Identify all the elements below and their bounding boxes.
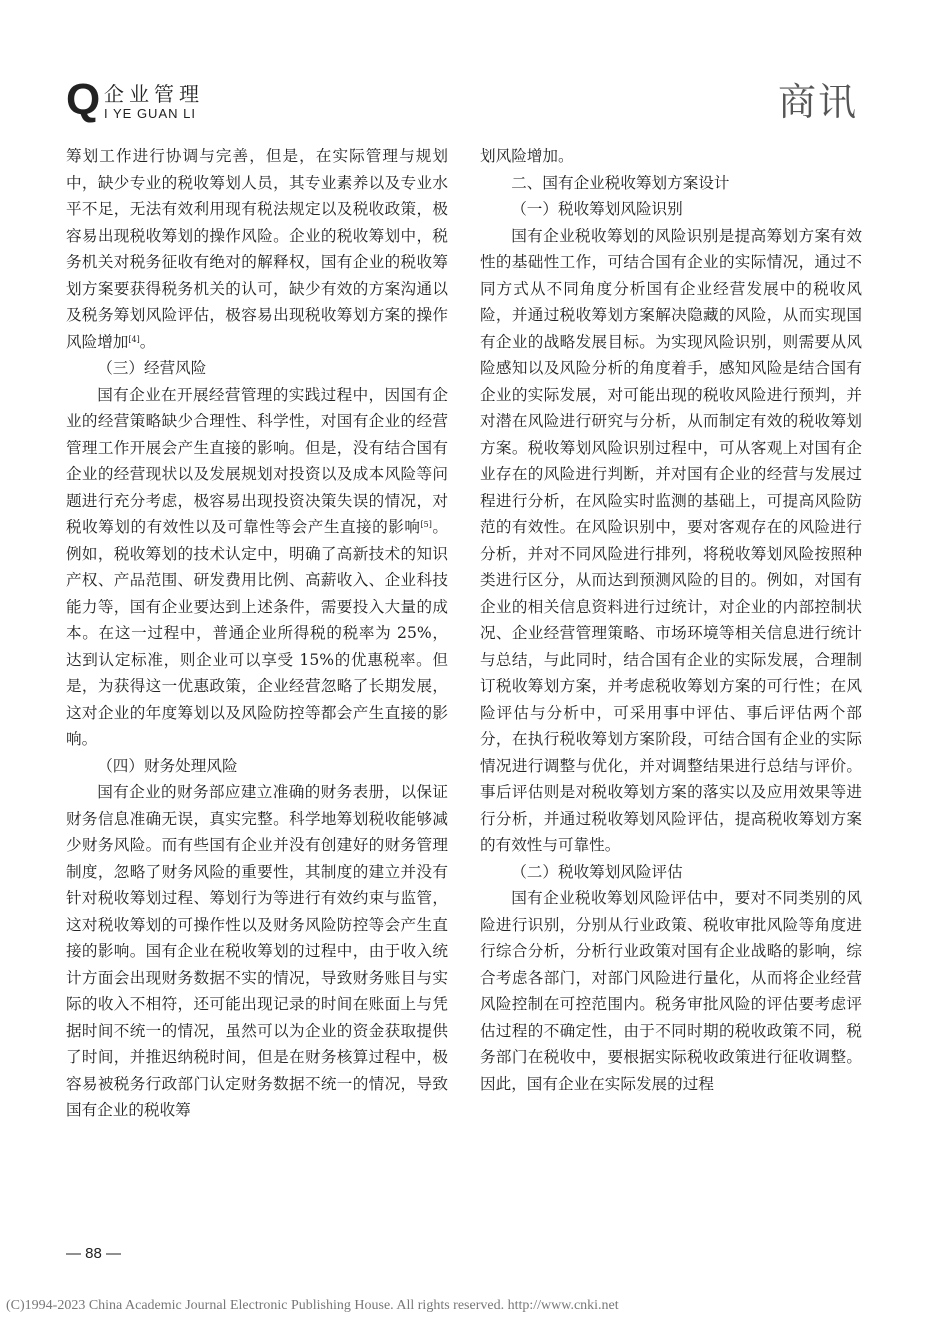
right-column [480, 143, 862, 1097]
paragraph-text: 国有企业税收筹划风险评估中，要对不同类别的风险进行识别，分别从行业政策、税收审批风险等角度进行综合分析，分析行业政策对国有企业战略的影响，综合考虑各部门，对部门风险进行量化，从而将企业经营风险控制在可控范围内。税务审批风险的评估要考虑评估过程的不确定性，由于不同时期的税收政策不同，税务部门在税收中，要根据实际税收政策进行征收调整。因此，国有企业在实际发展的过程 [480, 889, 862, 1093]
continued-paragraph [480, 143, 862, 170]
paragraph-text: （四）财务处理风险 [97, 756, 238, 775]
paragraph-text: 划风险增加。 [480, 147, 574, 165]
paragraph-text: （二）税收筹划风险评估 [511, 862, 683, 881]
paragraph-text-tail: 。例如，税收筹划的技术认定中，明确了高新技术的知识产权、产品范围、研发费用比例、高薪收入、企业科技能力等，国有企业要达到上述条件，需要投入大量的成本。在这一过程中，普通企业所得税的税率为 25%，达到认定标准，则企业可以享受 15%的优惠税率。但是，为获得这一优惠政策，企业经营忽略了长期发展，这对企业的年度筹划以及风险防控等都会产生直接的影响。 [66, 518, 448, 748]
section-heading [66, 355, 448, 382]
paragraph-text: 筹划工作进行协调与完善，但是，在实际管理与规划中，缺少专业的税收筹划人员，其专业素养以及专业水平不足，无法有效利用现有税法规定以及税收政策，极容易出现税收筹划的操作风险。企业的税收筹划中，税务机关对税务征收有绝对的解释权，国有企业的税收筹划方案要获得税务机关的认可，缺少有效的方案沟通以及税务筹划风险评估，极容易出现税收筹划方案的操作风险增加 [66, 147, 448, 351]
paragraph-text: 二、国有企业税收筹划方案设计 [511, 173, 730, 192]
journal-logo-letter: Q [66, 75, 101, 124]
copyright-footer: (C)1994-2023 China Academic Journal Electronic Publishing House. All rights reserved. http://www.cnki.net [6, 1298, 619, 1313]
continued-paragraph [66, 143, 448, 355]
paragraph-text: 国有企业税收筹划的风险识别是提高筹划方案有效性的基础性工作，可结合国有企业的实际情况，通过不同方式从不同角度分析国有企业经营发展中的税收风险，并通过税收筹划方案解决隐藏的风险，从而实现国有企业的战略发展目标。为实现风险识别，则需要从风险感知以及风险分析的角度着手，感知风险是结合国有企业的实际发展，对可能出现的税收风险进行预判，并对潜在风险进行研究与分析，从而制定有效的税收筹划方案。税收筹划风险识别过程中，可从客观上对国有企业存在的风险进行判断，并对国有企业的经营与发展过程进行分析，在风险实时监测的基础上，可提高风险防范的有效性。在风险识别中，要对客观存在的风险进行分析，并对不同风险进行排列，将税收筹划风险按照种类进行区分，从而达到预测风险的目的。例如，对国有企业的相关信息资料进行过统计，对企业的内部控制状况、企业经营管理策略、市场环境等相关信息进行统计与总结，与此同时，结合国有企业的实际发展，合理制订税收筹划方案，并考虑税收筹划方案的可行性；在风险评估与分析中，可采用事中评估、事后评估两个部分，在执行税收筹划方案阶段，可结合国有企业的实际情况进行调整与优化，并对调整结果进行总结与评价。事后评估则是对税收筹划方案的落实以及应用效果等进行分析，并通过税收筹划风险评估，提高税收筹划方案的有效性与可靠性。 [480, 226, 862, 854]
body-paragraph [480, 885, 862, 1097]
section-heading [480, 859, 862, 886]
page-header [0, 0, 950, 130]
body-paragraph [480, 223, 862, 859]
paragraph-text: 国有企业的财务部应建立准确的财务表册，以保证财务信息准确无误，真实完整。科学地筹划税收能够减少财务风险。而有些国有企业并没有创建好的财务管理制度，忽略了财务风险的重要性，其制度的建立并没有针对税收筹划过程、筹划行为等进行有效约束与监管，这对税收筹划的可操作性以及财务风险防控等会产生直接的影响。国有企业在税收筹划的过程中，由于收入统计方面会出现财务数据不实的情况，导致财务账目与实际的收入不相符，还可能出现记录的时间在账面上与凭据时间不统一的情况，虽然可以为企业的资金获取提供了时间，并推迟纳税时间，但是在财务核算过程中，极容易被税务行政部门认定财务数据不统一的情况，导致国有企业的税收筹 [66, 783, 448, 1119]
journal-logo-pinyin: I YE GUAN LI [104, 106, 196, 121]
section-heading [480, 196, 862, 223]
paragraph-text: 国有企业在开展经营管理的实践过程中，因国有企业的经营策略缺少合理性、科学性，对国有企业的经营管理工作开展会产生直接的影响。但是，没有结合国有企业的经营现状以及发展规划对投资以及成本风险等问题进行充分考虑，极容易出现投资决策失误的情况，对税收筹划的有效性以及可靠性等会产生直接的影响 [66, 385, 448, 536]
journal-brand: 商讯 [777, 80, 858, 124]
citation-reference[interactable]: [5] [420, 520, 432, 529]
paragraph-text: （三）经营风险 [97, 359, 207, 377]
journal-logo-title: 企业管理 [104, 82, 204, 106]
body-paragraph [66, 779, 448, 1124]
paragraph-text-tail: 。 [139, 332, 156, 351]
paragraph-text: （一）税收筹划风险识别 [511, 200, 683, 218]
citation-reference[interactable]: [4] [128, 334, 140, 344]
section-heading [480, 170, 862, 197]
body-paragraph [66, 382, 448, 753]
section-heading [66, 753, 448, 780]
left-column [66, 143, 448, 1124]
page-number: — 88 — [66, 1245, 122, 1262]
